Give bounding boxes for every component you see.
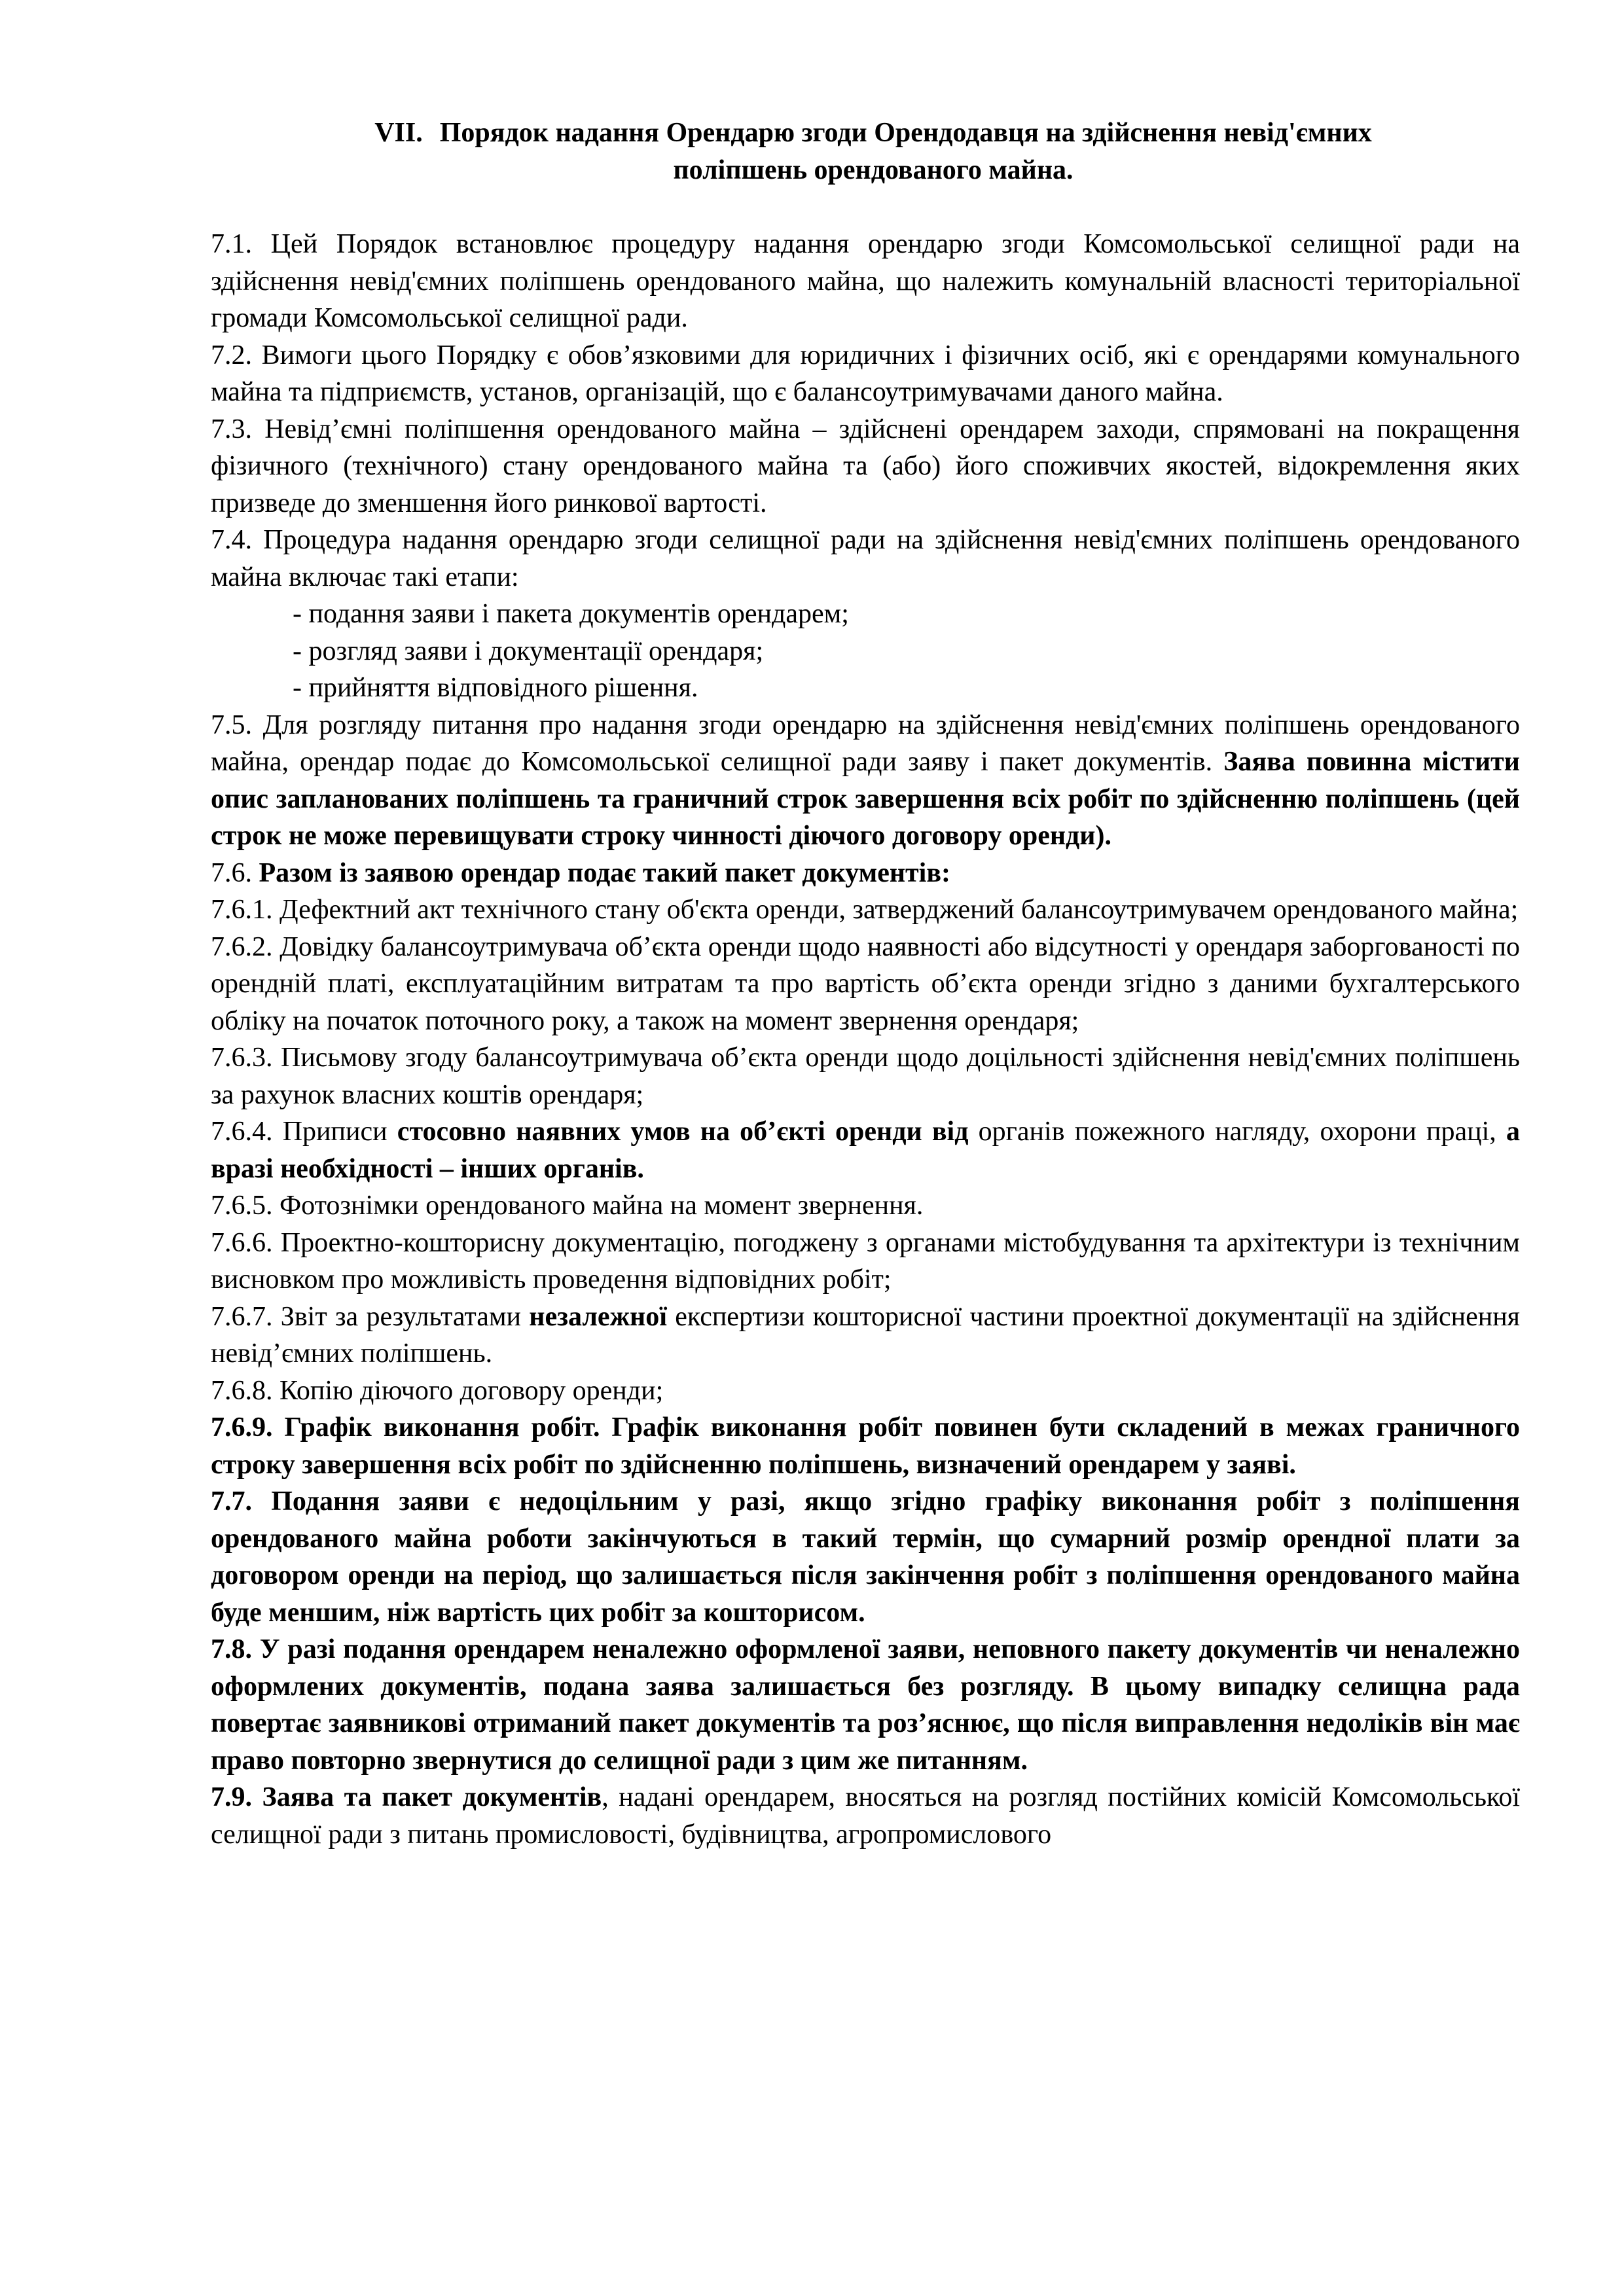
clause-7-3: 7.3. Невід’ємні поліпшення орендованого майна – здійснені орендарем заходи, спрямовані на покращення фізичного (технічного) стану орендованого майна та (або) його споживчих якостей, відокремлення яких призведе до зменшення його ринкової вартості. (211, 414, 1520, 518)
clause-7-6-7-text-2: експертизи кошторисної частини проектної документації на здійснення невід’ємних поліпшень. (211, 1301, 1520, 1369)
clause-7-6-9: 7.6.9. Графік виконання робіт. Графік виконання робіт повинен бути складений в межах граничного строку завершення всіх робіт по здійсненню поліпшень, визначений орендарем у заяві. (211, 1412, 1520, 1480)
clause-7-6-3: 7.6.3. Письмову згоду балансоутримувача об’єкта оренди щодо доцільності здійснення невід'ємних поліпшень за рахунок власних коштів орендаря; (211, 1043, 1520, 1110)
clause-7-6-7-bold-text: незалежної (529, 1301, 667, 1332)
clause-7-6-bold-text: Разом із заявою орендар подає такий пакет документів: (259, 857, 951, 888)
clause-7-4: 7.4. Процедура надання орендарю згоди селищної ради на здійснення невід'ємних поліпшень орендованого майна включає такі етапи: (211, 525, 1520, 592)
clause-7-5 (211, 707, 1520, 855)
clause-7-7: 7.7. Подання заяви є недоцільним у разі, якщо згідно графіку виконання робіт з поліпшення орендованого майна роботи закінчуються в такий термін, що сумарний розмір орендної плати за договором оренди на період, що залишається після закінчення робіт з поліпшення орендованого майна буде меншим, ніж вартість цих робіт за кошторисом. (211, 1486, 1520, 1628)
clause-7-6-8: 7.6.8. Копію діючого договору оренди; (211, 1375, 664, 1406)
clause-7-9-bold-text: 7.9. Заява та пакет документів (211, 1782, 602, 1812)
clause-7-6-4-text-2: органів пожежного нагляду, охорони праці, (968, 1117, 1506, 1147)
clause-7-6-6: 7.6.6. Проектно-кошторисну документацію, погоджену з органами містобудування та архітектури із технічним висновком про можливість проведення відповідних робіт; (211, 1227, 1520, 1295)
section-title-part-2: поліпшень орендованого майна. (673, 154, 1074, 185)
section-heading-line-1 (226, 115, 1520, 152)
stage-item: - розгляд заяви і документації орендаря; (293, 636, 764, 666)
clause-7-6-4-text: 7.6.4. Приписи (211, 1117, 397, 1147)
document-body (211, 115, 1520, 1853)
clause-7-9 (211, 1779, 1520, 1853)
clause-7-6-7-text: 7.6.7. Звіт за результатами (211, 1301, 530, 1332)
section-title-part-1: Порядок надання Орендарю згоди Орендодавця на здійснення невід'ємних (439, 118, 1372, 148)
stage-item: - прийняття відповідного рішення. (293, 673, 698, 703)
clause-7-5-bold-text: Заява повинна містити опис запланованих поліпшень та граничний строк завершення всіх робіт по здійсненню поліпшень (цей строк не може перевищувати строку чинності діючого договору оренди). (211, 747, 1521, 851)
clause-7-6-4 (211, 1113, 1520, 1187)
clause-7-6-5: 7.6.5. Фотознімки орендованого майна на момент звернення. (211, 1191, 924, 1221)
clause-7-6-number: 7.6. (211, 857, 259, 888)
clause-7-5-text: 7.5. Для розгляду питання про надання згоди орендарю на здійснення невід'ємних поліпшень орендованого майна, орендар подає до Комсомольської селищної ради заяву і пакет документів. (211, 709, 1520, 777)
section-heading (211, 115, 1520, 188)
clause-7-9-text: , надані орендарем, вносяться на розгляд постійних комісій Комсомольської селищної ради з питань промисловості, будівництва, агропромислового (211, 1782, 1520, 1850)
clause-7-6-4-bold-text-2: а вразі необхідності – інших органів. (211, 1117, 1520, 1184)
stage-item: - подання заяви і пакета документів орендарем; (293, 599, 849, 629)
section-number: VII. (374, 118, 423, 148)
clause-7-6-7 (211, 1299, 1520, 1372)
clause-7-2: 7.2. Вимоги цього Порядку є обов’язковими для юридичних і фізичних осіб, які є орендарями комунального майна та підприємств, установ, організацій, що є балансоутримувачами даного майна. (211, 340, 1520, 407)
clause-7-6-1: 7.6.1. Дефектний акт технічного стану об'єкта оренди, затверджений балансоутримувачем орендованого майна; (211, 895, 1519, 925)
clause-7-6-4-bold-text: стосовно наявних умов на об’єкті оренди від (397, 1117, 969, 1147)
clause-7-8: 7.8. У разі подання орендарем неналежно оформленої заяви, неповного пакету документів чи неналежно оформлених документів, подана заява залишається без розгляду. В цьому випадку селищна рада повертає заявникові отриманий пакет документів та роз’яснює, що після виправлення недоліків він має право повторно звернутися до селищної ради з цим же питанням. (211, 1634, 1520, 1776)
clause-7-6-2: 7.6.2. Довідку балансоутримувача об’єкта оренди щодо наявності або відсутності у орендаря заборгованості по орендній платі, експлуатаційним витратам та про вартість об’єкта оренди згідно з даними бухгалтерського обліку на початок поточного року, а також на момент звернення орендаря; (211, 931, 1520, 1036)
clause-7-6 (211, 855, 1520, 892)
clause-7-1: 7.1. Цей Порядок встановлює процедуру надання орендарю згоди Комсомольської селищної ради на здійснення невід'ємних поліпшень орендованого майна, що належить комунальній власності територіальної громади Комсомольської селищної ради. (211, 229, 1520, 333)
